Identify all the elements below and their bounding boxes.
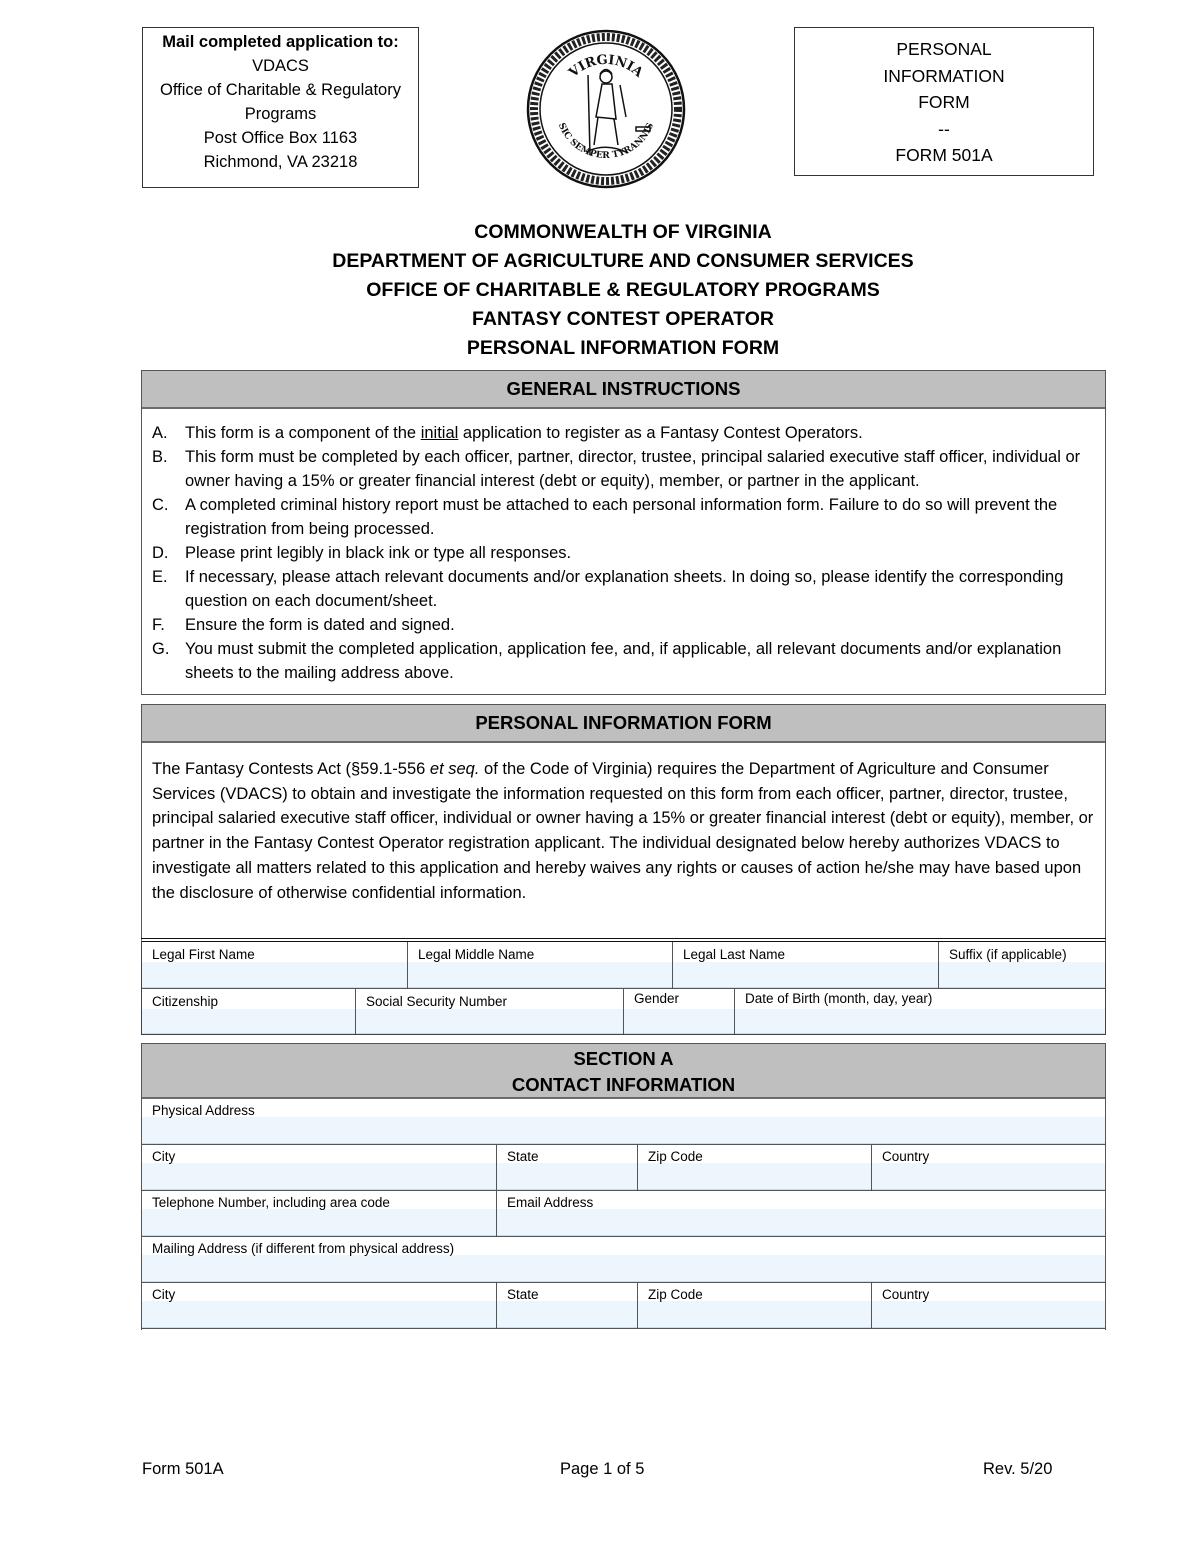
instruction-letter: G. bbox=[152, 640, 170, 658]
date-of-birth-field bbox=[735, 989, 1105, 1034]
state-field bbox=[497, 1145, 638, 1190]
instruction-text: You must submit the completed application, application fee, and, if applicable, all relevant documents and/or explanation sheets to the mailing address above. bbox=[185, 640, 1062, 682]
mailing-address-field bbox=[142, 1237, 1105, 1282]
instruction-letter: B. bbox=[152, 448, 168, 466]
general-instructions-section bbox=[141, 370, 1106, 695]
title-line: PERSONAL INFORMATION FORM bbox=[466, 337, 780, 359]
form-id-line: INFORMATION bbox=[883, 65, 1005, 86]
field-label: Zip Code bbox=[638, 1145, 871, 1163]
field-label: Social Security Number bbox=[356, 989, 623, 1009]
section-heading bbox=[142, 1044, 1105, 1099]
instruction-letter: F. bbox=[152, 616, 165, 634]
section-heading-line: CONTACT INFORMATION bbox=[511, 1074, 736, 1095]
mailing-state-field bbox=[497, 1283, 638, 1328]
instruction-item bbox=[150, 541, 1097, 565]
footer-revision: Rev. 5/20 bbox=[983, 1460, 1053, 1478]
physical-address-field bbox=[142, 1099, 1105, 1144]
mailing-zip-code-field bbox=[638, 1283, 872, 1328]
paragraph-italic: et seq. bbox=[429, 760, 480, 778]
instruction-text: This form must be completed by each officer, partner, director, trustee, principal salaried executive staff officer, individual or owner having a 15% or greater financial interest (debt or equity), member, or partner in the applicant. bbox=[185, 448, 1081, 490]
physical-address-input[interactable] bbox=[142, 1117, 1105, 1144]
title-line: COMMONWEALTH OF VIRGINIA bbox=[474, 221, 772, 243]
gender-input[interactable] bbox=[624, 1009, 734, 1034]
mail-line: Programs bbox=[244, 105, 317, 123]
email-input[interactable] bbox=[497, 1209, 1105, 1236]
zip-code-input[interactable] bbox=[638, 1163, 871, 1190]
section-heading: GENERAL INSTRUCTIONS bbox=[142, 371, 1105, 409]
mail-line: VDACS bbox=[252, 57, 309, 75]
mailing-country-field bbox=[872, 1283, 1105, 1328]
section-heading: PERSONAL INFORMATION FORM bbox=[142, 705, 1105, 743]
legal-last-name-field bbox=[673, 942, 939, 988]
identity-row bbox=[142, 989, 1105, 1034]
seal-graphic bbox=[526, 27, 686, 191]
instruction-item bbox=[150, 493, 1097, 541]
email-field bbox=[497, 1191, 1105, 1236]
field-label: State bbox=[497, 1145, 637, 1163]
field-label: Gender bbox=[624, 989, 734, 1009]
telephone-field bbox=[142, 1191, 497, 1236]
instruction-text bbox=[185, 421, 1097, 445]
citizenship-field bbox=[142, 989, 356, 1034]
state-input[interactable] bbox=[497, 1163, 637, 1190]
authorization-paragraph bbox=[142, 743, 1105, 905]
country-field bbox=[872, 1145, 1105, 1190]
instruction-letter: A. bbox=[152, 424, 168, 442]
form-id-line: FORM 501A bbox=[895, 145, 993, 165]
instruction-item bbox=[150, 637, 1097, 685]
field-label: City bbox=[142, 1145, 496, 1163]
legal-middle-name-input[interactable] bbox=[408, 962, 672, 988]
instruction-text: Please print legibly in black ink or type all responses. bbox=[185, 544, 572, 562]
instruction-item bbox=[150, 613, 1097, 637]
legal-first-name-field bbox=[142, 942, 408, 988]
instruction-letter: E. bbox=[152, 568, 168, 586]
personal-information-section bbox=[141, 704, 1106, 940]
mail-line: Post Office Box 1163 bbox=[203, 129, 358, 147]
field-label: Legal Last Name bbox=[673, 942, 938, 962]
mail-heading: Mail completed application to: bbox=[162, 33, 399, 51]
form-id-line: PERSONAL bbox=[896, 39, 992, 59]
legal-middle-name-field bbox=[408, 942, 673, 988]
mailing-zip-code-input[interactable] bbox=[638, 1301, 871, 1328]
field-label: Date of Birth (month, day, year) bbox=[735, 989, 1105, 1009]
field-label: Legal First Name bbox=[142, 942, 407, 962]
physical-address-row bbox=[142, 1099, 1105, 1145]
field-label: City bbox=[142, 1283, 496, 1301]
title-line: DEPARTMENT OF AGRICULTURE AND CONSUMER SERVICES bbox=[332, 250, 914, 272]
legal-last-name-input[interactable] bbox=[673, 962, 938, 988]
field-label: Email Address bbox=[497, 1191, 1105, 1209]
contact-fields bbox=[142, 1099, 1105, 1329]
virginia-state-seal-icon bbox=[526, 27, 686, 191]
name-row bbox=[142, 942, 1105, 989]
country-input[interactable] bbox=[872, 1163, 1105, 1190]
mailing-address-input[interactable] bbox=[142, 1255, 1105, 1282]
contact-row bbox=[142, 1191, 1105, 1237]
mail-line: Richmond, VA 23218 bbox=[203, 153, 358, 171]
gender-field bbox=[624, 989, 735, 1034]
seal-text-top: VIRGINIA bbox=[566, 52, 646, 81]
field-label: Country bbox=[872, 1283, 1105, 1301]
mailing-city-input[interactable] bbox=[142, 1301, 496, 1328]
field-label: Suffix (if applicable) bbox=[939, 942, 1105, 962]
field-label: Country bbox=[872, 1145, 1105, 1163]
legal-first-name-input[interactable] bbox=[142, 962, 407, 988]
suffix-field bbox=[939, 942, 1105, 988]
instruction-text-part: This form is a component of the bbox=[185, 424, 421, 442]
city-input[interactable] bbox=[142, 1163, 496, 1190]
form-id-line: FORM bbox=[918, 92, 970, 112]
field-label: Legal Middle Name bbox=[408, 942, 672, 962]
title-line: OFFICE OF CHARITABLE & REGULATORY PROGRAMS bbox=[366, 279, 880, 301]
instruction-letter: C. bbox=[152, 496, 169, 514]
instruction-item bbox=[150, 421, 1097, 445]
seal-text-bottom: SIC SEMPER TYRANNIS bbox=[555, 121, 657, 162]
citizenship-input[interactable] bbox=[142, 1009, 355, 1034]
field-label: State bbox=[497, 1283, 637, 1301]
instruction-text: Ensure the form is dated and signed. bbox=[185, 616, 455, 634]
instruction-text-part: application to register as a Fantasy Contest Operators. bbox=[458, 424, 863, 442]
field-label: Citizenship bbox=[142, 989, 355, 1009]
instructions-list bbox=[142, 409, 1105, 685]
suffix-input[interactable] bbox=[939, 962, 1105, 988]
mailing-city-field bbox=[142, 1283, 497, 1328]
ssn-field bbox=[356, 989, 624, 1034]
field-label: Mailing Address (if different from physical address) bbox=[142, 1237, 1105, 1255]
instruction-text: If necessary, please attach relevant documents and/or explanation sheets. In doing so, please identify the corresponding question on each document/sheet. bbox=[185, 568, 1064, 610]
instruction-text: A completed criminal history report must be attached to each personal information form. Failure to do so will prevent the registration from being processed. bbox=[185, 496, 1058, 538]
ssn-input[interactable] bbox=[356, 1009, 623, 1034]
section-heading-line: SECTION A bbox=[573, 1048, 674, 1069]
footer-page-number: Page 1 of 5 bbox=[560, 1460, 645, 1478]
city-field bbox=[142, 1145, 497, 1190]
title-line: FANTASY CONTEST OPERATOR bbox=[472, 308, 774, 330]
mailing-instructions-box bbox=[142, 27, 419, 188]
paragraph-text: The Fantasy Contests Act (§59.1-556 bbox=[152, 760, 430, 778]
footer-form-id: Form 501A bbox=[142, 1460, 224, 1478]
instruction-letter: D. bbox=[152, 544, 169, 562]
form-id-box bbox=[794, 27, 1094, 176]
identity-fields bbox=[141, 938, 1106, 1035]
mailing-state-input[interactable] bbox=[497, 1301, 637, 1328]
form-id-line: -- bbox=[938, 118, 950, 139]
underlined-word: initial bbox=[420, 424, 459, 442]
field-label: Telephone Number, including area code bbox=[142, 1191, 496, 1209]
mailing-location-row bbox=[142, 1283, 1105, 1329]
physical-location-row bbox=[142, 1145, 1105, 1191]
instruction-item bbox=[150, 445, 1097, 493]
mailing-country-input[interactable] bbox=[872, 1301, 1105, 1328]
field-label: Physical Address bbox=[142, 1099, 1105, 1117]
section-a-contact-information bbox=[141, 1043, 1106, 1330]
zip-code-field bbox=[638, 1145, 872, 1190]
page-title bbox=[140, 218, 1106, 363]
instruction-item bbox=[150, 565, 1097, 613]
telephone-input[interactable] bbox=[142, 1209, 496, 1236]
mailing-address-row bbox=[142, 1237, 1105, 1283]
field-label: Zip Code bbox=[638, 1283, 871, 1301]
date-of-birth-input[interactable] bbox=[735, 1009, 1105, 1034]
mail-line: Office of Charitable & Regulatory bbox=[160, 81, 401, 99]
paragraph-text: of the Code of Virginia) requires the Department of Agriculture and Consumer Services (VDACS) to obtain and investigate the information requested on this form from each officer, partner, director, trustee, principal salaried executive staff officer, individual or owner having a 15% or greater financial interest (debt or equity), member, or partner in the Fantasy Contest Operator registration applicant. The individual designated below hereby authorizes VDACS to investigate all matters related to this application and hereby waives any rights or causes of action he/she may have based upon the disclosure of otherwise confidential information. bbox=[152, 760, 1094, 902]
